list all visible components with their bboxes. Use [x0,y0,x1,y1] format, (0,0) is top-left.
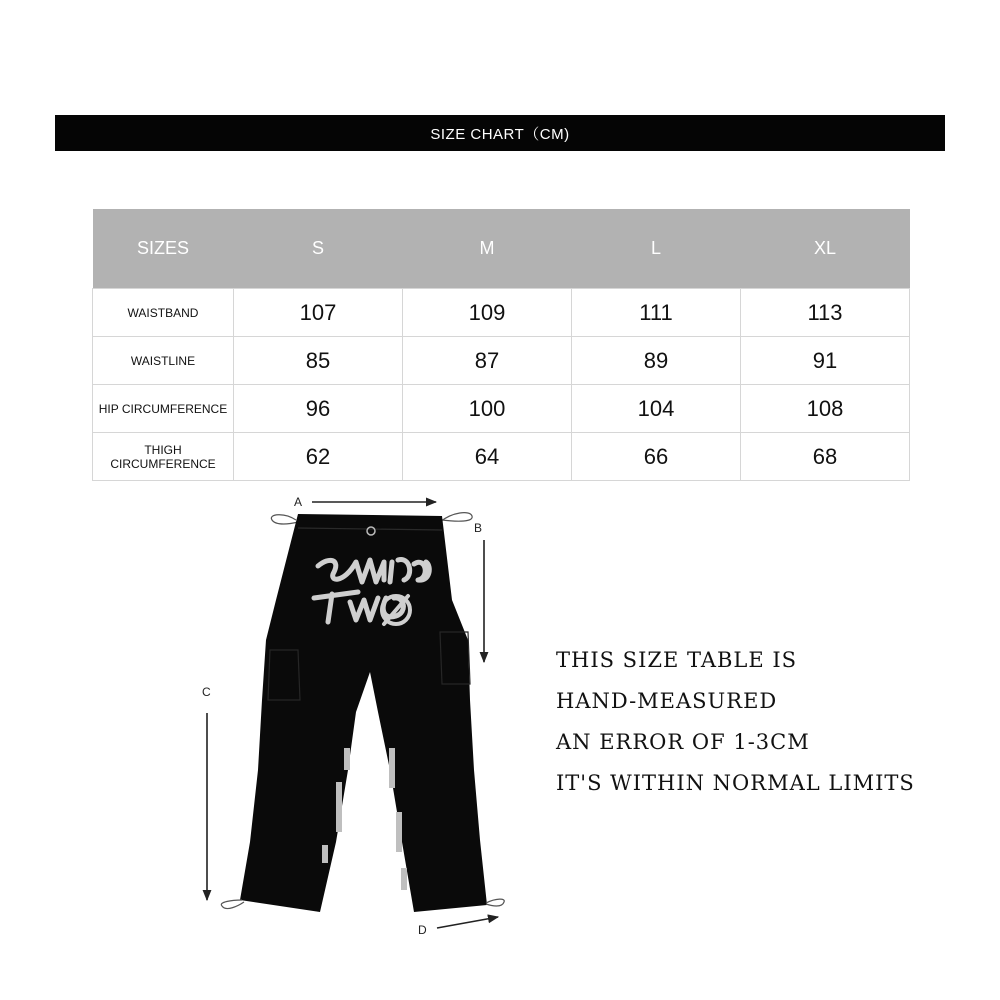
ankle-toggle-left-icon [221,900,244,909]
row-label: THIGH CIRCUMFERENCE [93,433,234,481]
label-a: A [294,495,303,509]
table-cell: 64 [403,433,572,481]
table-cell: 89 [572,337,741,385]
table-cell: 104 [572,385,741,433]
table-cell: 100 [403,385,572,433]
header-size-m: M [403,209,572,289]
label-c: C [202,685,211,699]
measure-d-arrow [437,917,498,928]
table-cell: 108 [741,385,910,433]
table-cell: 87 [403,337,572,385]
label-d: D [418,923,427,937]
label-b: B [474,521,483,535]
table-cell: 96 [234,385,403,433]
header-size-s: S [234,209,403,289]
table-cell: 113 [741,289,910,337]
ankle-toggle-right-icon [486,899,504,906]
table-cell: 107 [234,289,403,337]
row-label: WAISTBAND [93,289,234,337]
measurement-note [556,640,915,804]
note-line: HAND-MEASURED [556,689,778,713]
row-label: WAISTLINE [93,337,234,385]
drawstring-right-icon [440,513,472,522]
table-cell: 109 [403,289,572,337]
table-cell: 91 [741,337,910,385]
header-size-xl: XL [741,209,910,289]
note-line: THIS SIZE TABLE IS [556,648,798,672]
header-sizes: SIZES [93,209,234,289]
header-size-l: L [572,209,741,289]
row-label: HIP CIRCUMFERENCE [93,385,234,433]
table-cell: 66 [572,433,741,481]
note-line: AN ERROR OF 1-3CM [556,730,810,754]
note-line: IT'S WITHIN NORMAL LIMITS [556,771,915,795]
table-cell: 85 [234,337,403,385]
size-chart-title: SIZE CHART（CM) [430,125,570,143]
table-cell: 111 [572,289,741,337]
table-cell: 68 [741,433,910,481]
table-cell: 62 [234,433,403,481]
drawstring-left-icon [271,515,298,524]
